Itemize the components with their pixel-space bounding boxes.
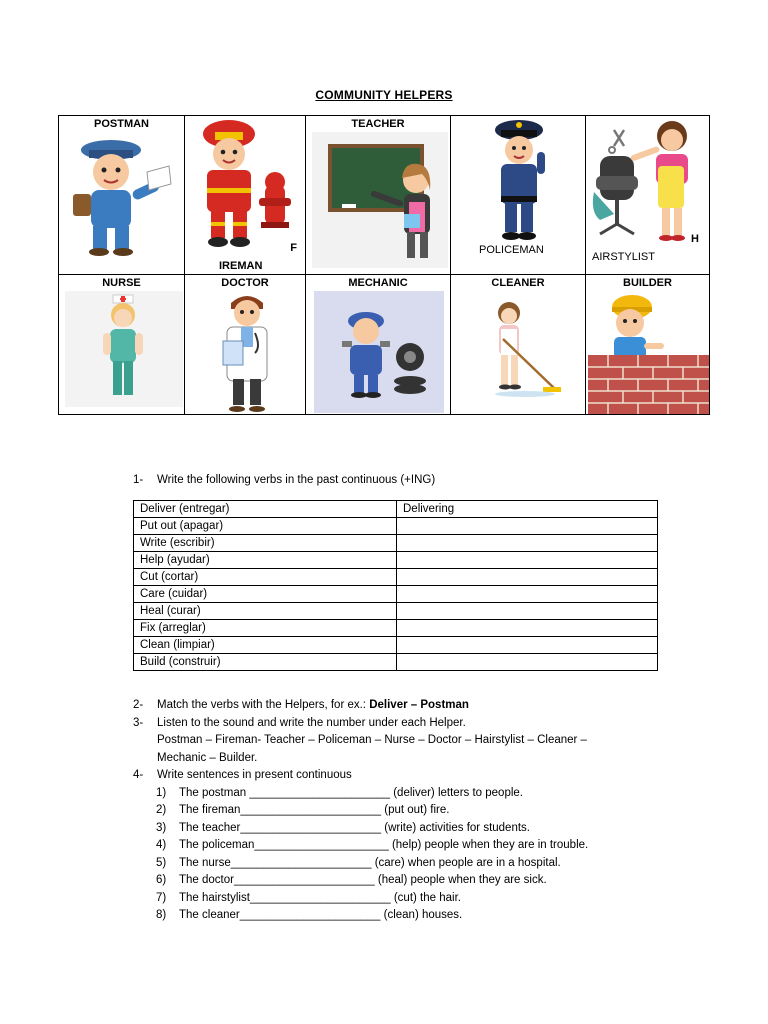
question-number: 3- bbox=[133, 716, 144, 729]
side-letter: F bbox=[290, 242, 297, 254]
sentence-rest: (put out) fire. bbox=[381, 804, 450, 816]
table-row bbox=[134, 501, 658, 518]
sentence-rest: (clean) houses. bbox=[380, 909, 463, 921]
postman-illustration bbox=[69, 132, 174, 257]
question-3 bbox=[133, 715, 588, 733]
question-2 bbox=[133, 697, 588, 715]
verb-cell: Build (construir) bbox=[134, 654, 397, 671]
question-text: Write the following verbs in the past continuous (+ING) bbox=[157, 474, 436, 486]
builder-illustration bbox=[588, 291, 710, 415]
sentence-blank[interactable]: The fireman______________________ bbox=[179, 804, 382, 816]
table-row bbox=[134, 620, 658, 637]
helper-label: NURSE bbox=[102, 277, 141, 289]
answer-cell[interactable] bbox=[397, 603, 658, 620]
questions-block bbox=[133, 697, 588, 925]
sentence-blank[interactable]: The cleaner______________________ bbox=[179, 909, 381, 921]
verb-cell: Deliver (entregar) bbox=[134, 501, 397, 518]
verbs-table bbox=[133, 500, 658, 671]
sentence-number: 1) bbox=[156, 786, 167, 799]
sentence-blank[interactable]: The doctor______________________ bbox=[179, 874, 375, 886]
helper-cell-builder bbox=[585, 274, 710, 415]
sentence-item bbox=[133, 907, 588, 925]
helper-bottom-label: IREMAN bbox=[219, 260, 263, 272]
page-title: COMMUNITY HELPERS bbox=[315, 88, 453, 102]
sentence-blank[interactable]: The teacher______________________ bbox=[179, 821, 382, 834]
answer-cell[interactable] bbox=[397, 552, 658, 569]
sentence-item bbox=[133, 837, 588, 855]
sentence-number: 6) bbox=[156, 874, 167, 886]
policeman-illustration bbox=[487, 116, 553, 242]
sentence-blank[interactable]: The hairstylist______________________ bbox=[179, 891, 391, 904]
sentence-rest: (help) people when they are in trouble. bbox=[388, 839, 589, 851]
table-row bbox=[134, 569, 658, 586]
sentence-rest: (deliver) letters to people. bbox=[390, 786, 523, 799]
table-row bbox=[134, 552, 658, 569]
helper-cell-nurse bbox=[58, 274, 185, 415]
question-text: Write sentences in present continuous bbox=[157, 769, 352, 781]
hairstylist-illustration bbox=[590, 116, 702, 246]
answer-cell[interactable]: Delivering bbox=[397, 501, 658, 518]
helper-label: POSTMAN bbox=[94, 118, 149, 130]
helper-cell-teacher bbox=[305, 115, 451, 275]
sentence-number: 4) bbox=[156, 839, 167, 851]
helpers-list-line-1: Postman – Fireman- Teacher – Policeman – Nurse – Doctor – Hairstylist – Cleaner – bbox=[157, 734, 587, 746]
side-letter: H bbox=[691, 233, 699, 245]
question-1 bbox=[133, 474, 435, 486]
sentence-blank[interactable]: The policeman_____________________ bbox=[179, 839, 389, 851]
sentence-number: 5) bbox=[156, 856, 167, 869]
cleaner-illustration bbox=[485, 299, 565, 399]
question-4 bbox=[133, 767, 588, 785]
answer-cell[interactable] bbox=[397, 620, 658, 637]
sentence-item bbox=[133, 890, 588, 908]
fireman-illustration bbox=[189, 118, 301, 253]
sentence-rest: (write) activities for students. bbox=[381, 821, 530, 834]
helper-bottom-label: POLICEMAN bbox=[479, 244, 544, 256]
table-row bbox=[134, 603, 658, 620]
teacher-illustration bbox=[312, 132, 448, 268]
question-number: 4- bbox=[133, 769, 144, 781]
helper-label: TEACHER bbox=[351, 118, 405, 130]
table-row bbox=[134, 654, 658, 671]
verb-cell: Care (cuidar) bbox=[134, 586, 397, 603]
sentence-rest: (heal) people when they are sick. bbox=[374, 874, 547, 886]
sentence-item bbox=[133, 802, 588, 820]
question-text: Match the verbs with the Helpers, for ex.: bbox=[157, 699, 370, 711]
table-row bbox=[134, 535, 658, 552]
verb-cell: Write (escribir) bbox=[134, 535, 397, 552]
sentence-number: 2) bbox=[156, 804, 167, 816]
table-row bbox=[134, 637, 658, 654]
helper-cell-mechanic bbox=[305, 274, 451, 415]
verb-cell: Fix (arreglar) bbox=[134, 620, 397, 637]
answer-cell[interactable] bbox=[397, 637, 658, 654]
answer-cell[interactable] bbox=[397, 569, 658, 586]
verb-cell: Put out (apagar) bbox=[134, 518, 397, 535]
sentence-rest: (cut) the hair. bbox=[390, 891, 461, 904]
helper-cell-policeman bbox=[450, 115, 586, 275]
helper-cell-fireman bbox=[184, 115, 306, 275]
sentence-rest: (care) when people are in a hospital. bbox=[371, 856, 561, 869]
answer-cell[interactable] bbox=[397, 654, 658, 671]
verb-cell: Heal (curar) bbox=[134, 603, 397, 620]
verb-cell: Cut (cortar) bbox=[134, 569, 397, 586]
sentence-item bbox=[133, 820, 588, 838]
table-row bbox=[134, 518, 658, 535]
sentence-item bbox=[133, 872, 588, 890]
nurse-illustration bbox=[65, 291, 183, 407]
example-answer: Deliver – Postman bbox=[369, 699, 469, 711]
answer-cell[interactable] bbox=[397, 586, 658, 603]
helper-label: CLEANER bbox=[491, 277, 545, 289]
helper-label: DOCTOR bbox=[221, 277, 269, 289]
helper-label: MECHANIC bbox=[348, 277, 408, 289]
helper-cell-doctor bbox=[184, 274, 306, 415]
helper-label: BUILDER bbox=[623, 277, 672, 289]
helpers-grid bbox=[58, 115, 710, 415]
doctor-illustration bbox=[215, 289, 279, 415]
answer-cell[interactable] bbox=[397, 535, 658, 552]
sentence-item bbox=[133, 855, 588, 873]
verb-cell: Clean (limpiar) bbox=[134, 637, 397, 654]
question-text: Listen to the sound and write the number under each Helper. bbox=[157, 716, 466, 729]
table-row bbox=[134, 586, 658, 603]
sentences-list bbox=[133, 785, 588, 925]
sentence-number: 7) bbox=[156, 891, 167, 904]
sentence-number: 3) bbox=[156, 821, 167, 834]
question-number: 2- bbox=[133, 699, 144, 711]
sentence-item bbox=[133, 785, 588, 803]
mechanic-illustration bbox=[314, 291, 444, 413]
helper-cell-postman bbox=[58, 115, 185, 275]
sentence-blank[interactable]: The postman ______________________ bbox=[179, 786, 391, 799]
sentence-number: 8) bbox=[156, 909, 167, 921]
sentence-blank[interactable]: The nurse______________________ bbox=[179, 856, 372, 869]
verb-cell: Help (ayudar) bbox=[134, 552, 397, 569]
helper-cell-hairstylist bbox=[585, 115, 710, 275]
helper-cell-cleaner bbox=[450, 274, 586, 415]
answer-cell[interactable] bbox=[397, 518, 658, 535]
helper-bottom-label: AIRSTYLIST bbox=[592, 251, 655, 263]
helpers-list-line-2: Mechanic – Builder. bbox=[157, 751, 258, 764]
question-number: 1- bbox=[133, 474, 144, 486]
